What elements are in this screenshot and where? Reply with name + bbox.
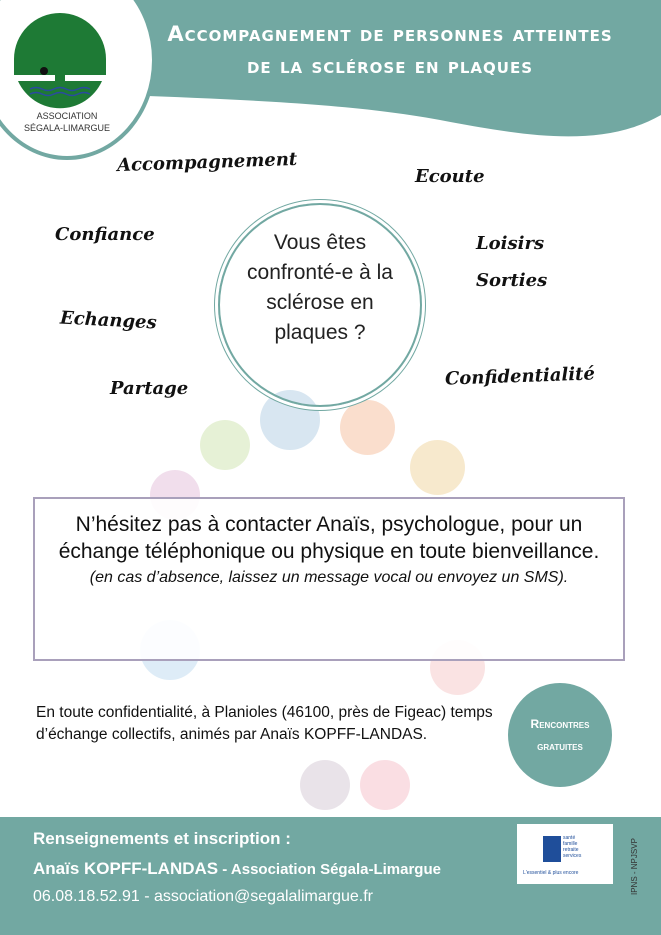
logo-line1: ASSOCIATION [36,111,98,121]
meeting-info: En toute confidentialité, à Planioles (46100, près de Figeac) temps d’échange collectifs, animés par Anaïs KOPFF-LANDAS. [36,704,493,743]
logo-line2: SÉGALA-LIMARGUE [23,123,111,133]
word-accompagnement: Accompagnement [116,148,298,177]
word-partage: Partage [110,378,189,399]
msa-mark-icon [543,836,561,862]
footer-heading: Renseignements et inscription : [33,829,291,848]
msa-logo: santé famille retraite services L'essentiel & plus encore [517,824,613,884]
word-confiance: Confiance [55,224,155,245]
word-confidentialite: Confidentialité [444,363,596,390]
absence-note: (en cas d’absence, laissez un message vocal ou envoyez un SMS). [89,569,569,586]
word-ecoute: Ecoute [415,166,485,187]
page-title: Accompagnement de personnes atteintes de la sclérose en plaques [167,22,613,78]
ipns-note: IPNS - NPJSVP [630,838,639,895]
footer [0,817,661,935]
word-echanges: Echanges [59,307,158,334]
word-loisirs: Loisirs [476,233,545,254]
footer-contact-details[interactable]: 06.08.18.52.91 - association@segalalimargue.fr [33,888,373,905]
question-text: Vous êtes confronté-e à la sclérose en plaques ? [247,231,393,344]
contact-message: N’hésitez pas à contacter Anaïs, psychologue, pour un échange téléphonique ou physique en toute bienveillance. [58,513,600,563]
free-meetings-badge: Rencontres gratuites [508,683,612,787]
contact-box [33,497,625,661]
word-sorties: Sorties [476,270,548,291]
footer-contact-name: Anaïs KOPFF-LANDAS - Association Ségala-Limargue [33,859,441,878]
tree-logo-icon [10,9,110,109]
